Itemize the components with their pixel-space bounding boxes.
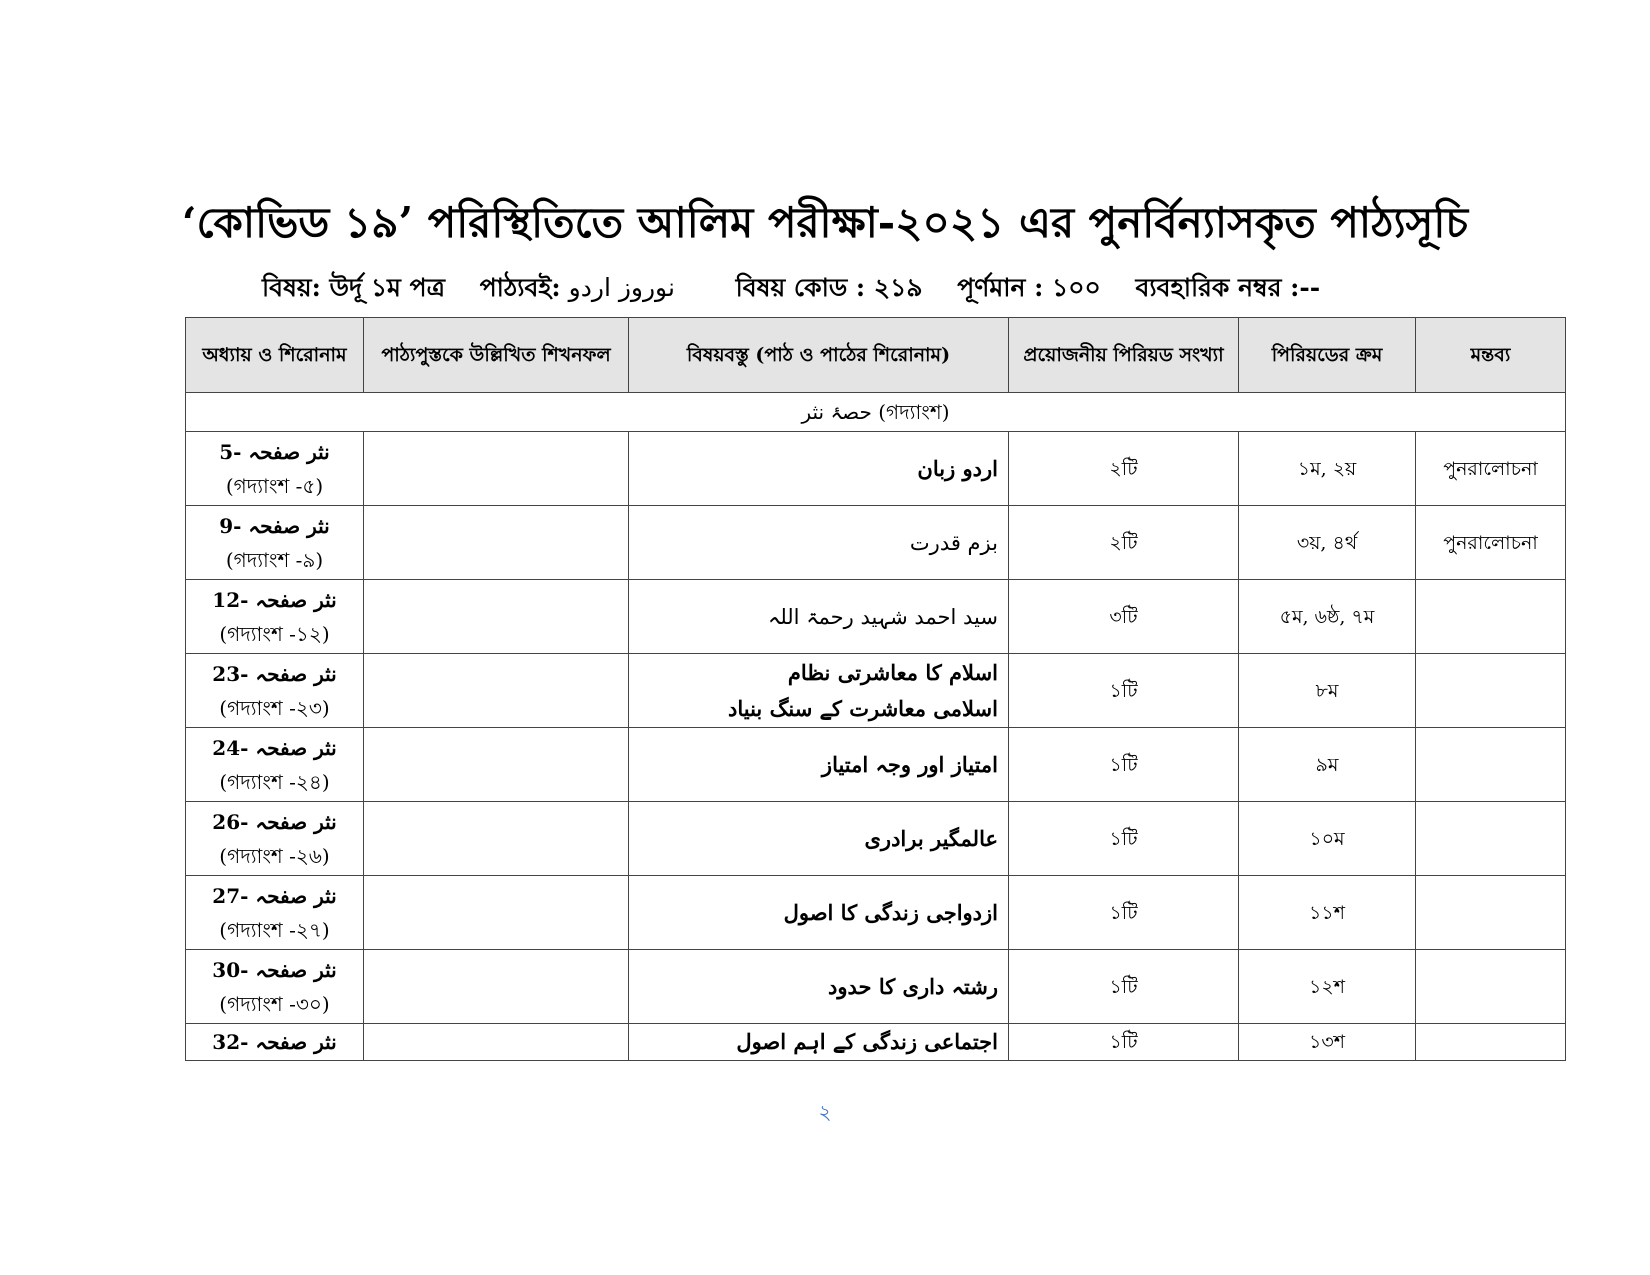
subject-label: বিষয়: উর্দূ ১ম পত্র (262, 273, 445, 302)
content-title: رشتہ داری کا حدود (828, 973, 998, 999)
chapter-subtitle: (গদ্যাংশ -২৬) (219, 843, 330, 868)
content-cell (629, 802, 1009, 876)
remark-cell (1416, 580, 1566, 654)
chapter-title: نثر صفحہ -9 (219, 513, 330, 538)
chapter-title: نثر صفحہ -27 (212, 883, 337, 908)
periods-cell: ১টি (1009, 654, 1239, 728)
chapter-cell (186, 654, 364, 728)
remark-cell (1416, 802, 1566, 876)
remark-cell: পুনরালোচনা (1416, 432, 1566, 506)
practical-marks: ব্যবহারিক নম্বর :-- (1135, 273, 1321, 302)
period-order-cell: ১০ম (1239, 802, 1416, 876)
chapter-subtitle: (গদ্যাংশ -৯) (225, 547, 324, 572)
content-title: امتیاز اور وجہ امتیاز (821, 751, 998, 777)
periods-cell: ১টি (1009, 728, 1239, 802)
table-row (186, 432, 1566, 506)
learning-outcome-cell (364, 802, 629, 876)
content-title: عالمگیر برادری (864, 825, 998, 851)
periods-cell: ১টি (1009, 950, 1239, 1024)
chapter-title: نثر صفحہ -32 (212, 1030, 337, 1054)
remark-cell (1416, 654, 1566, 728)
subject-code: বিষয় কোড : ২১৯ (735, 273, 923, 302)
chapter-subtitle: (গদ্যাংশ -৩০) (219, 991, 330, 1016)
chapter-cell (186, 1024, 364, 1061)
remark-cell: পুনরালোচনা (1416, 506, 1566, 580)
header-remarks: মন্তব্য (1416, 318, 1566, 393)
content-title: بزم قدرت (909, 530, 998, 555)
chapter-cell (186, 432, 364, 506)
content-cell (629, 1024, 1009, 1061)
period-order-cell: ১২শ (1239, 950, 1416, 1024)
content-title: اردو زبان (917, 455, 998, 481)
content-cell (629, 950, 1009, 1024)
table-row (186, 506, 1566, 580)
chapter-subtitle: (গদ্যাংশ -২৭) (219, 917, 330, 942)
learning-outcome-cell (364, 506, 629, 580)
table-row (186, 1024, 1566, 1061)
content-cell (629, 654, 1009, 728)
learning-outcome-cell (364, 432, 629, 506)
content-cell (629, 580, 1009, 654)
table-row (186, 654, 1566, 728)
chapter-cell (186, 950, 364, 1024)
remark-cell (1416, 728, 1566, 802)
periods-cell: ১টি (1009, 876, 1239, 950)
periods-cell: ১টি (1009, 802, 1239, 876)
table-row (186, 802, 1566, 876)
textbook-name: نوروز اردو (568, 273, 675, 302)
periods-cell: ৩টি (1009, 580, 1239, 654)
table-row (186, 950, 1566, 1024)
chapter-subtitle: (গদ্যাংশ -২৩) (219, 695, 330, 720)
full-marks: পূর্ণমান : ১০০ (957, 273, 1101, 302)
syllabus-table (185, 317, 1566, 1061)
chapter-subtitle: (গদ্যাংশ -৫) (225, 473, 324, 498)
page-number: ২ (818, 1100, 832, 1124)
header-content: বিষয়বস্তু (পাঠ ও পাঠের শিরোনাম) (629, 318, 1009, 393)
chapter-title: نثر صفحہ -12 (212, 587, 337, 612)
remark-cell (1416, 1024, 1566, 1061)
period-order-cell: ১ম, ২য় (1239, 432, 1416, 506)
table-row (186, 876, 1566, 950)
chapter-cell (186, 802, 364, 876)
content-title: ازدواجی زندگی کا اصول (783, 899, 998, 925)
page-title: ‘কোভিড ১৯’ পরিস্থিতিতে আলিম পরীক্ষা-২০২১ এর পুনর্বিন্যাসকৃত পাঠ্যসূচি (181, 198, 1469, 247)
learning-outcome-cell (364, 1024, 629, 1061)
content-title: اسلام کا معاشرتی نظام (787, 659, 998, 685)
content-cell (629, 506, 1009, 580)
period-order-cell: ১১শ (1239, 876, 1416, 950)
periods-cell: ২টি (1009, 506, 1239, 580)
chapter-title: نثر صفحہ -23 (212, 661, 337, 686)
chapter-title: نثر صفحہ -5 (219, 439, 330, 464)
chapter-cell (186, 580, 364, 654)
chapter-title: نثر صفحہ -30 (212, 957, 337, 982)
periods-cell: ১টি (1009, 1024, 1239, 1061)
subject-info-line (262, 270, 1320, 306)
content-cell (629, 432, 1009, 506)
remark-cell (1416, 950, 1566, 1024)
header-chapter: অধ্যায় ও শিরোনাম (186, 318, 364, 393)
period-order-cell: ৯ম (1239, 728, 1416, 802)
table-row (186, 580, 1566, 654)
textbook-label-text: পাঠ্যবই: (479, 273, 561, 302)
period-order-cell: ৩য়, ৪র্থ (1239, 506, 1416, 580)
chapter-subtitle: (গদ্যাংশ -১২) (219, 621, 330, 646)
learning-outcome-cell (364, 654, 629, 728)
learning-outcome-cell (364, 876, 629, 950)
content-title: سید احمد شہید رحمۃ اللہ (768, 604, 998, 629)
content-subtitle: اسلامی معاشرت کے سنگ بنیاد (728, 695, 998, 721)
content-cell (629, 876, 1009, 950)
chapter-cell (186, 728, 364, 802)
header-learning-outcome: পাঠ্যপুস্তকে উল্লিখিত শিখনফল (364, 318, 629, 393)
learning-outcome-cell (364, 580, 629, 654)
section-heading: حصۂ نثر (গদ্যাংশ) (186, 393, 1566, 432)
chapter-title: نثر صفحہ -24 (212, 735, 337, 760)
learning-outcome-cell (364, 950, 629, 1024)
period-order-cell: ৫ম, ৬ষ্ঠ, ৭ম (1239, 580, 1416, 654)
chapter-title: نثر صفحہ -26 (212, 809, 337, 834)
textbook-label (480, 273, 701, 302)
chapter-cell (186, 876, 364, 950)
period-order-cell: ৮ম (1239, 654, 1416, 728)
period-order-cell: ১৩শ (1239, 1024, 1416, 1061)
content-title: اجتماعی زندگی کے اہم اصول (736, 1029, 998, 1054)
chapter-cell (186, 506, 364, 580)
header-period-order: পিরিয়ডের ক্রম (1239, 318, 1416, 393)
chapter-subtitle: (গদ্যাংশ -২৪) (219, 769, 330, 794)
content-cell (629, 728, 1009, 802)
remark-cell (1416, 876, 1566, 950)
table-row (186, 728, 1566, 802)
header-periods: প্রয়োজনীয় পিরিয়ড সংখ্যা (1009, 318, 1239, 393)
table-header-row (186, 318, 1566, 393)
section-heading-row (186, 393, 1566, 432)
learning-outcome-cell (364, 728, 629, 802)
periods-cell: ২টি (1009, 432, 1239, 506)
